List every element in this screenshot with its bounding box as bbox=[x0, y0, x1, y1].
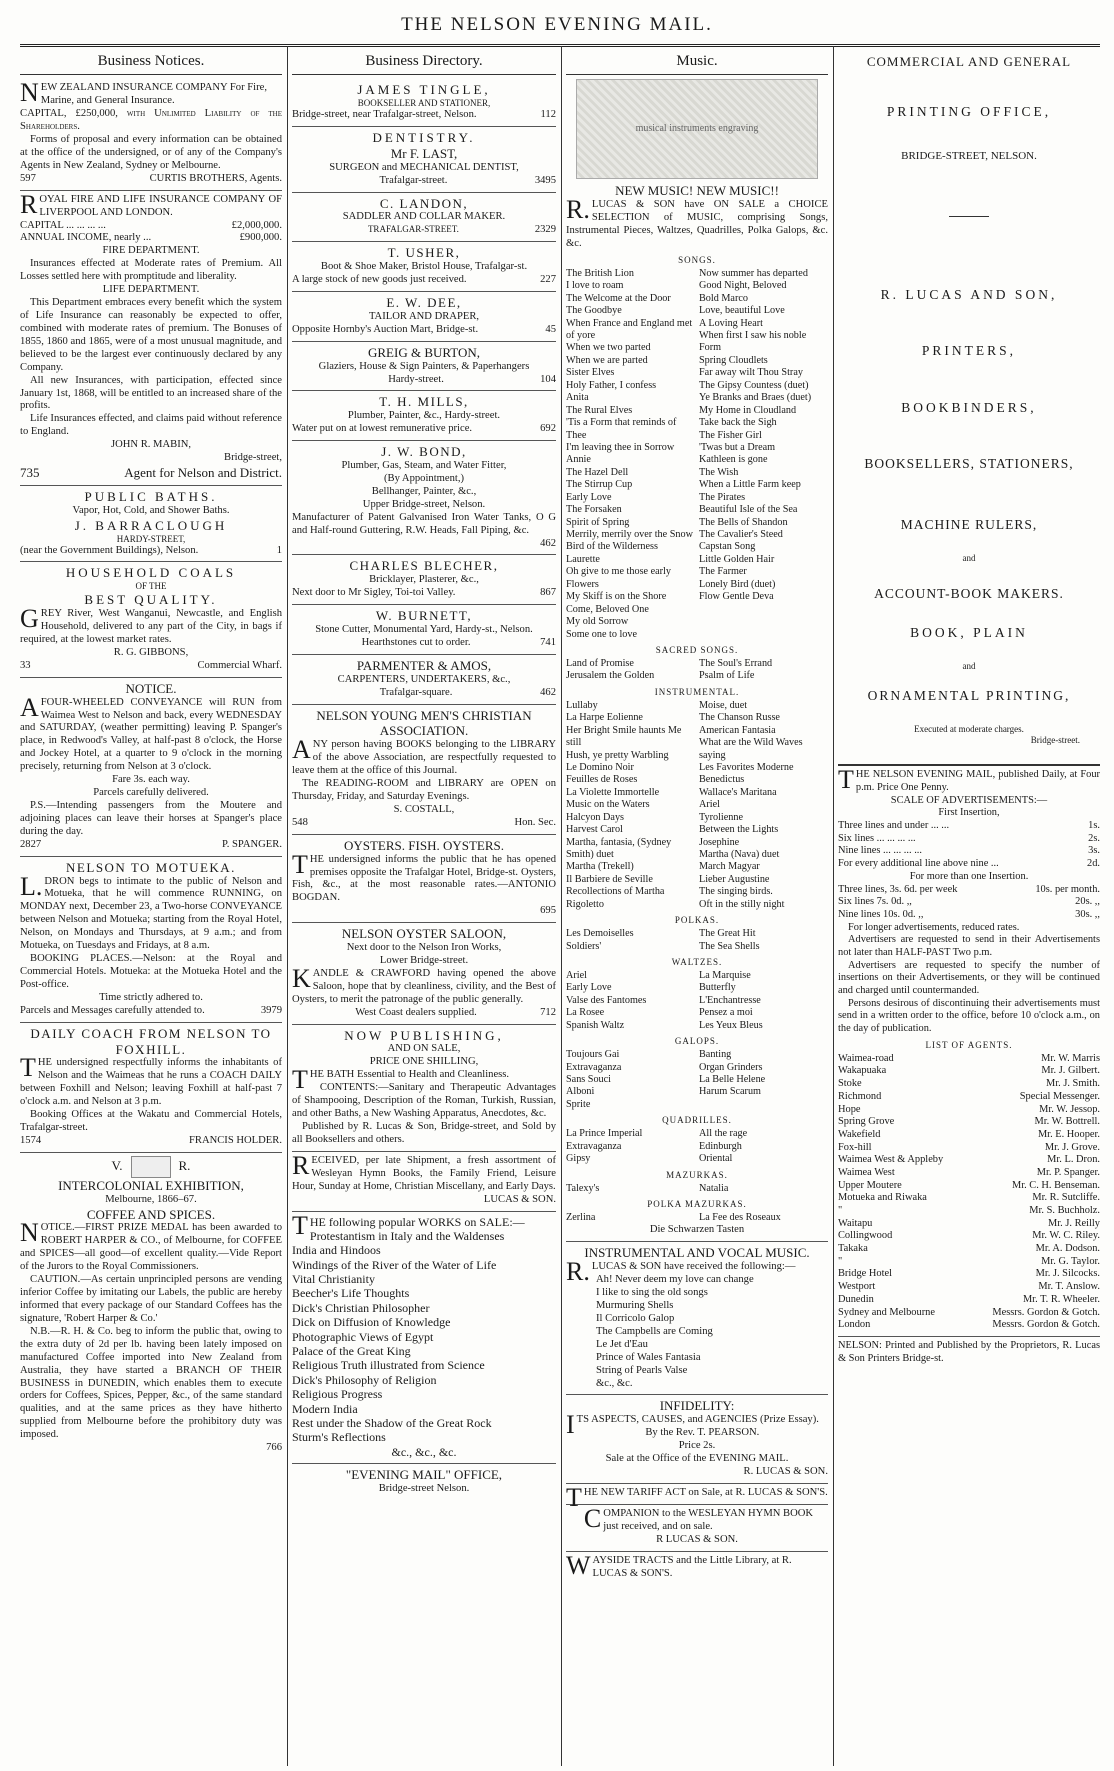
song-title: The British Lion bbox=[566, 267, 634, 279]
song-title: Sister Elves bbox=[566, 367, 615, 379]
song-title: The Bells of Shandon bbox=[699, 516, 788, 528]
book-title: Protestantism in Italy and the Waldenses bbox=[309, 1228, 505, 1243]
book-title: Rest under the Shadow of the Great Rock bbox=[292, 1415, 492, 1430]
agent-row bbox=[838, 1129, 1100, 1142]
column-divider bbox=[833, 46, 834, 1766]
ad-household-coals: HOUSEHOLD COALS OF THE BEST QUALITY. GREY River, West Wanganui, Newcastle, and English Household, delivered to any part of the City, in bags if required, at the lowest market rates. R. G. GIBBONS, 33 Commercial Wharf. bbox=[20, 562, 282, 677]
agent-row bbox=[838, 1205, 1100, 1218]
agent-row-cell: Upper Moutere bbox=[838, 1179, 902, 1191]
song-title: The Pirates bbox=[699, 491, 746, 503]
column-heading: Business Directory. bbox=[292, 50, 556, 75]
ad-oysters-fish: OYSTERS. FISH. OYSTERS. THE undersigned informs the public that he has opened premises opposite the Trafalgar Hotel, Bridge-st. Oysters, Fish, &c., at the most reasonable rates.—ANTONIO BOGDAN. 695 bbox=[292, 835, 556, 923]
agent-row-cell: Mr. J. Reilly bbox=[1048, 1217, 1100, 1229]
piece-title: Prince of Wales Fantasia bbox=[596, 1351, 701, 1363]
piece-title: Hush, ye pretty Warbling bbox=[566, 749, 669, 761]
piece-title: Pensez a moi bbox=[699, 1007, 753, 1019]
song-title: Some one to love bbox=[566, 628, 638, 640]
rate-row-cell: Six lines ... ... ... ... bbox=[838, 832, 916, 844]
instrumental-list bbox=[566, 700, 828, 911]
song-title: Capstan Song bbox=[699, 541, 756, 553]
song-title: Spring Cloudlets bbox=[699, 354, 768, 366]
agent-row-cell: Mr. P. Spanger. bbox=[1036, 1166, 1100, 1178]
agent-row-cell: Mr. J. Grove. bbox=[1044, 1141, 1100, 1153]
song-title: Good Night, Beloved bbox=[699, 280, 787, 292]
dir-landon: C. LANDON, SADDLER AND COLLAR MAKER. TRAFALGAR-STREET. 2329 bbox=[292, 193, 556, 243]
piece-title: Gipsy bbox=[566, 1153, 591, 1165]
ad-wayside-tracts: WAYSIDE TRACTS and the Little Library, at R. LUCAS & SON'S. bbox=[566, 1550, 792, 1580]
ad-public-baths: PUBLIC BATHS. Vapor, Hot, Cold, and Shower Baths. J. BARRACLOUGH HARDY-STREET, (near the Government Buildings), Nelson. 1 bbox=[20, 486, 282, 563]
song-title: Bird of the Wilderness bbox=[566, 541, 658, 553]
column-business-directory bbox=[292, 50, 556, 1766]
piece-title: Moise, duet bbox=[699, 699, 748, 711]
agent-row-cell: Mr. J. Smith. bbox=[1046, 1078, 1100, 1090]
piece-title: I like to sing the old songs bbox=[596, 1287, 708, 1299]
rate-row bbox=[838, 833, 1100, 846]
song-title: The Goodbye bbox=[566, 305, 622, 317]
dir-dee: E. W. DEE, TAILOR AND DRAPER, Opposite Hornby's Auction Mart, Bridge-st. 45 bbox=[292, 292, 556, 342]
piece-title: American Fantasia bbox=[699, 724, 776, 736]
agent-row-cell: Waimea-road bbox=[838, 1052, 894, 1064]
piece-title: Harum Scarum bbox=[699, 1086, 761, 1098]
book-title: Palace of the Great King bbox=[292, 1344, 411, 1359]
agent-row bbox=[838, 1065, 1100, 1078]
agent-row-cell: Dunedin bbox=[838, 1293, 874, 1305]
piece-title: Il Barbiere de Seville bbox=[566, 873, 653, 885]
agent-row-cell: Waitapu bbox=[838, 1217, 873, 1229]
ad-tariff: THE NEW TARIFF ACT on Sale, at R. LUCAS & SON'S. bbox=[566, 1482, 828, 1512]
song-title: Far away wilt Thou Stray bbox=[699, 367, 803, 379]
piece-title: The Chanson Russe bbox=[699, 712, 780, 724]
piece-title: Oft in the stilly night bbox=[699, 898, 785, 910]
rate-row bbox=[838, 845, 1100, 858]
dir-blecher: CHARLES BLECHER, Bricklayer, Plasterer, &c., Next door to Mr Sigley, Toi-toi Valley. 867 bbox=[292, 555, 556, 605]
rates-table bbox=[838, 820, 1100, 871]
piece-title: Banting bbox=[699, 1049, 732, 1061]
song-title: Oh give to me those early Flowers bbox=[566, 566, 671, 590]
book-title: Dick on Diffusion of Knowledge bbox=[292, 1315, 451, 1330]
agent-row-cell: Sydney and Melbourne bbox=[838, 1306, 935, 1318]
column-heading: Music. bbox=[566, 50, 828, 75]
song-title: Land of Promise bbox=[566, 657, 634, 669]
piece-title: What are the Wild Waves saying bbox=[699, 737, 803, 761]
song-title: When we are parted bbox=[566, 354, 648, 366]
song-title: The Hazel Dell bbox=[566, 466, 629, 478]
song-title: When first I saw his noble Form bbox=[699, 330, 807, 354]
song-title: Holy Father, I confess bbox=[566, 379, 657, 391]
piece-title: Early Love bbox=[566, 982, 612, 994]
ad-daily-coach: DAILY COACH FROM NELSON TO FOXHILL. THE undersigned respectfully informs the inhabitants of Nelson and the Waimeas that he runs a COACH DAILY between Foxhill and Nelson; leaving Foxhill at half-past 7 o'clock a.m. and Nelson at 3 p.m. Booking Offices at the Wakatu and Commercial Hotels, Trafalgar-street. 1574 FRANCIS HOLDER. bbox=[20, 1023, 282, 1153]
song-title: The Stirrup Cup bbox=[566, 479, 633, 491]
rate-row-cell: Nine lines 10s. 0d. ,, bbox=[838, 908, 924, 920]
agent-row-cell: Waimea West & Appleby bbox=[838, 1154, 944, 1166]
song-title: The Welcome at the Door bbox=[566, 292, 671, 304]
agent-row bbox=[838, 1091, 1100, 1104]
ad-nz-insurance: NEW ZEALAND INSURANCE COMPANY For Fire, Marine, and General Insurance. CAPITAL, £250,000, with Unlimited Liability of the Shareholders. Forms of proposal and every information can be obtained at the office of the undersigned, or of any of the Company's Agents in New Zealand, Sydney or Melbourne. 597 CURTIS BROTHERS, Agents. bbox=[20, 79, 282, 190]
dir-dentistry: DENTISTRY. Mr F. LAST, SURGEON and MECHANICAL DENTIST, Trafalgar-street. 3495 bbox=[292, 127, 556, 193]
piece-title: Butterfly bbox=[699, 982, 736, 994]
ad-instrumental-vocal: INSTRUMENTAL AND VOCAL MUSIC. R.LUCAS & SON have received the following:— Ah! Never deem my love can change I like to sing the old songs Murmuring Shells Il Corricolo Galop The Campbells are Coming Le Jet d'Eau Prince of Wales Fantasia String of Pearls Valse &c., &c. bbox=[566, 1242, 828, 1395]
agent-row bbox=[838, 1256, 1100, 1269]
ad-notice-conveyance: NOTICE. AFOUR-WHEELED CONVEYANCE will RUN from Waimea West to Nelson and back, every WEDNESDAY and SATURDAY, (weather permitting) leaving P. Spanger's place, in Redwood's Valley, at half-past 8 o'clock, the Horse and Jockey Hotel, at a quarter to 9 o'clock in the morning precisely, returning from Nelson at 3 o'clock. Fare 3s. each way. Parcels carefully delivered. P.S.—Intending passengers from the Moutere and adjoining places can leave their horses at Spanger's place during the day. 2827 P. SPANGER. bbox=[20, 678, 282, 857]
song-title: Psalm of Life bbox=[699, 670, 755, 682]
iv-list bbox=[566, 1274, 828, 1390]
agent-row bbox=[838, 1142, 1100, 1155]
agent-row bbox=[838, 1294, 1100, 1307]
ad-evening-mail-office: "EVENING MAIL" OFFICE, Bridge-street Nelson. bbox=[345, 1467, 503, 1494]
quadrilles-list bbox=[566, 1128, 828, 1165]
waltzes-list bbox=[566, 970, 828, 1032]
piece-title: The Great Hit bbox=[699, 928, 756, 940]
piece-title: Tyrolienne bbox=[699, 811, 743, 823]
piece-title: Martha, fantasia, (Sydney Smith) duet bbox=[566, 836, 672, 860]
ad-scale-of-advertisements: THE NELSON EVENING MAIL, published Daily, at Four p.m. Price One Penny. SCALE OF ADVERTISEMENTS:— First Insertion, Three lines and under ... ... 1s. Six lines ... ... ... ... 2s. Nine lines ... ... ... ... 3s. For every additional line above nine ... 2d. For more than one Insertion. Three lines, 3s. 6d. per week 10s. per month. Six lines 7s. 0d. ,, 20s. ,, Nine lines 10s. 0d. ,, 30s. ,, For longer advertisements, reduced rates. Advertisers are requested to send in their Advertisements not later than HALF-PAST Two p.m. Advertisers are requested to specify the number of insertions on their Advertisements, or they will be continued and charged until countermanded. Persons desirous of discontinuing their advertisements must send in a written order to the office, before 10 o'clock a.m., on the day of publication. LIST OF AGENTS. Waimea-road Mr. W. Marris Wakapuaka Mr. J. Gilbert. Stoke Mr. J. Smith. Richmond Special Messenger. Hope Mr. W. Jessop. Spring Grove Mr. W. Bottrell. Wakefield Mr. E. Hooper. Fox-hill Mr. J. Grove. Waimea West & Appleby Mr. L. Dron. Waimea West Mr. P. Spanger. Upper Moutere Mr. C. H. Benseman. Motueka and Riwaka Mr. R. Sutcliffe. " Mr. S. Buchholz. Waitapu Mr. J. Reilly Collingwood Mr. W. C. Riley. Takaka Mr. A. Dodson. " Mr. G. Taylor. Bridge Hotel Mr. J. Silcocks. Westport Mr. T. Anslow. Dunedin Mr. T. R. Wheeler. Sydney and Melbourne Messrs. Gordon & Gotch. London Messrs. Gordon & Gotch. NELSON: Printed and Published by the Proprietors, R. Lucas & Son Printers Bridge-st. bbox=[838, 765, 1100, 1364]
rates-table-multi bbox=[838, 884, 1100, 922]
ad-now-publishing: NOW PUBLISHING, AND ON SALE, PRICE ONE SHILLING, THE BATH Essential to Health and Cleanliness. CONTENTS:—Sanitary and Therapeutic Advantages of Shampooing, Description of the Roman, Turkish, Russian, and other Baths, a New Washing Apparatus, Anecdotes, &c. Published by R. Lucas & Son, Bridge-street, and Sold by all Booksellers and others. bbox=[292, 1025, 556, 1152]
dir-burnett: W. BURNETT, Stone Cutter, Monumental Yard, Hardy-st., Nelson. Hearthstones cut to order. 741 bbox=[292, 605, 556, 655]
song-title: The Soul's Errand bbox=[699, 657, 773, 669]
song-title: Early Love bbox=[566, 491, 612, 503]
ad-infidelity: INFIDELITY: ITS ASPECTS, CAUSES, and AGENCIES (Prize Essay). By the Rev. T. PEARSON. Price 2s. Sale at the Office of the EVENING MAIL. R. LUCAS & SON. bbox=[566, 1395, 828, 1483]
rate-row bbox=[838, 820, 1100, 833]
agent-row bbox=[838, 1154, 1100, 1167]
piece-title: &c., &c. bbox=[596, 1377, 633, 1389]
song-title: My Home in Cloudland bbox=[699, 404, 797, 416]
piece-title: L'Enchantresse bbox=[699, 994, 761, 1006]
agent-row-cell: Mr. E. Hooper. bbox=[1037, 1128, 1100, 1140]
agent-row-cell: Stoke bbox=[838, 1078, 862, 1090]
piece-title: Extravaganza bbox=[566, 1061, 622, 1073]
piece-title: Extravaganza bbox=[566, 1140, 622, 1152]
agent-row-cell: Mr. A. Dodson. bbox=[1035, 1243, 1100, 1255]
piece-title: March Magyar bbox=[699, 861, 760, 873]
agent-row-cell: Takaka bbox=[838, 1243, 868, 1255]
dir-mills: T. H. MILLS, Plumber, Painter, &c., Hardy-street. Water put on at lowest remunerative price. 692 bbox=[292, 391, 556, 441]
agent-row bbox=[838, 1167, 1100, 1180]
dir-parmenter: PARMENTER & AMOS, CARPENTERS, UNDERTAKERS, &c., Trafalgar-square. 462 bbox=[292, 655, 556, 705]
piece-title: Natalia bbox=[699, 1182, 729, 1194]
ad-oyster-saloon: NELSON OYSTER SALOON, Next door to the Nelson Iron Works, Lower Bridge-street. KANDLE & CRAWFORD having opened the above Saloon, hope that by cleanliness, civility, and the Best of Oysters, to merit the patronage of the public generally. West Coast dealers supplied. 712 bbox=[292, 923, 556, 1024]
song-title: Take back the Sigh bbox=[699, 417, 777, 429]
song-title: Anita bbox=[566, 392, 589, 404]
piece-title: Ah! Never deem my love can change bbox=[596, 1274, 754, 1286]
dir-bond: J. W. BOND, Plumber, Gas, Steam, and Water Fitter, (By Appointment,) Bellhanger, Painter, &c., Upper Bridge-street, Nelson. Manufacturer of Patent Galvanised Iron Water Tanks, O G and Half-round Guttering, R.W. Heads, Fall Piping, &c. 462 bbox=[292, 441, 556, 555]
rate-row-cell: Nine lines ... ... ... ... bbox=[838, 845, 922, 857]
rate-row-cell: Three lines, 3s. 6d. per week bbox=[838, 883, 958, 895]
piece-title: La Violette Immortelle bbox=[566, 786, 660, 798]
agent-row-cell: Hope bbox=[838, 1103, 861, 1115]
masthead-rule bbox=[20, 44, 1100, 47]
song-title: My old Sorrow bbox=[566, 616, 629, 628]
book-title: Dick's Philosophy of Religion bbox=[292, 1372, 437, 1387]
agent-row-cell: Messrs. Gordon & Gotch. bbox=[992, 1319, 1100, 1331]
song-title: When a Little Farm keep bbox=[699, 479, 801, 491]
song-title: 'Twas but a Dream bbox=[699, 441, 776, 453]
agent-row-cell: Special Messenger. bbox=[1019, 1090, 1100, 1102]
agent-row-cell: " bbox=[838, 1205, 843, 1217]
music-instruments-illustration: musical instruments engraving bbox=[576, 79, 818, 179]
agent-row-cell: Bridge Hotel bbox=[838, 1268, 892, 1280]
piece-title: Lieber Augustine bbox=[699, 873, 770, 885]
agent-row bbox=[838, 1319, 1100, 1332]
piece-title: Ariel bbox=[566, 970, 587, 981]
agent-row-cell: Waimea West bbox=[838, 1166, 895, 1178]
ad-royal-insurance: ROYAL FIRE AND LIFE INSURANCE COMPANY OF LIVERPOOL AND LONDON. CAPITAL ... ... ... ... £2,000,000. ANNUAL INCOME, nearly ... £900,000. FIRE DEPARTMENT. Insurances effected at Moderate rates of Premium. All Losses settled here with promptitude and liberality. LIFE DEPARTMENT. This Department embraces every benefit which the system of Life Insurance can reasonably be expected to offer, combined with moderate rates of premium. The Bonuses of 1855, 1860 and 1865, were of a most unusual magnitude, and believed to be the largest ever continuously declared by any Company. All new Insurances, with participation, effected since January 1st, 1868, will be entitled to an increased share of the profits. Life Insurances effected, and claims paid without reference to England. JOHN R. MABIN, Bridge-street, 735 Agent for Nelson and District. bbox=[20, 191, 282, 486]
agent-row-cell: Messrs. Gordon & Gotch. bbox=[992, 1306, 1100, 1318]
piece-title: String of Pearls Valse bbox=[596, 1364, 688, 1376]
column-business-notices bbox=[20, 50, 282, 1766]
song-title: I love to roam bbox=[566, 280, 624, 292]
ad-hymn-books: RECEIVED, per late Shipment, a fresh assortment of Wesleyan Hymn Books, the Family Friend, Leisure Hour, Sunday at Home, Christian Miscellany, and Early Days. LUCAS & SON. bbox=[292, 1152, 556, 1212]
agent-row-cell: Mr. G. Taylor. bbox=[1041, 1255, 1100, 1267]
song-title: My Skiff is on the Shore bbox=[566, 591, 667, 603]
piece-title: Lullaby bbox=[566, 699, 598, 711]
dir-usher: T. USHER, Boot & Shoe Maker, Bristol House, Trafalgar-st. A large stock of new goods just received. 227 bbox=[292, 242, 556, 292]
song-title: Come, Beloved One bbox=[566, 603, 649, 615]
agents-list bbox=[838, 1053, 1100, 1332]
royal-arms-icon bbox=[131, 1156, 171, 1178]
rate-row bbox=[838, 896, 1100, 909]
rate-row-cell: 20s. ,, bbox=[1075, 896, 1100, 908]
song-title: Jerusalem the Golden bbox=[566, 670, 655, 682]
works-list bbox=[292, 1229, 556, 1445]
piece-title: Alboni bbox=[566, 1086, 595, 1098]
piece-title: Recollections of Martha bbox=[566, 886, 665, 898]
ad-ymca: NELSON YOUNG MEN'S CHRISTIAN ASSOCIATION. ANY person having BOOKS belonging to the LIBRARY of the above Association, are respectfully requested to leave them at the office of this Journal. The READING-ROOM and LIBRARY are OPEN on Thursday, Friday, and Saturday Evenings. S. COSTALL, 548 Hon. Sec. bbox=[292, 705, 556, 835]
agent-row bbox=[838, 1230, 1100, 1243]
book-title: Photographic Views of Egypt bbox=[292, 1329, 434, 1344]
songs-list bbox=[566, 268, 828, 641]
agent-row-cell: Mr. R. Sutcliffe. bbox=[1032, 1192, 1100, 1204]
song-title: Merrily, merrily over the Snow bbox=[566, 529, 693, 540]
agent-row-cell: London bbox=[838, 1319, 871, 1331]
mazurkas-list bbox=[566, 1183, 828, 1195]
song-title: The Farmer bbox=[699, 566, 747, 578]
agent-row-cell: Mr. W. Marris bbox=[1041, 1052, 1100, 1064]
song-title: Love, beautiful Love bbox=[699, 305, 785, 317]
agent-row bbox=[838, 1180, 1100, 1193]
piece-title: Ariel bbox=[699, 799, 720, 811]
agent-row bbox=[838, 1053, 1100, 1066]
song-title: Flow Gentle Deva bbox=[699, 591, 774, 603]
piece-title: Halcyon Days bbox=[566, 811, 624, 823]
agent-row-cell: Mr. W. C. Riley. bbox=[1032, 1230, 1100, 1242]
piece-title: The singing birds. bbox=[699, 886, 773, 898]
song-title: The Cavalier's Steed bbox=[699, 529, 783, 540]
song-title: 'Tis a Form that reminds of Thee bbox=[566, 417, 677, 441]
agent-row-cell: Mr. L. Dron. bbox=[1047, 1154, 1100, 1166]
book-title: Vital Christianity bbox=[292, 1272, 375, 1287]
piece-title: Josephine bbox=[699, 836, 740, 848]
piece-title: Les Favorites Moderne bbox=[699, 761, 794, 773]
piece-title: Le Jet d'Eau bbox=[596, 1338, 648, 1350]
dir-tingle: JAMES TINGLE, BOOKSELLER AND STATIONER, Bridge-street, near Trafalgar-street, Nelson. 112 bbox=[292, 79, 556, 127]
piece-title: Soldiers' bbox=[566, 940, 602, 952]
rate-row-cell: 3s. bbox=[1088, 845, 1100, 857]
song-title: Kathleen is gone bbox=[699, 454, 768, 466]
piece-title: Between the Lights bbox=[699, 824, 779, 836]
rate-row-cell: 10s. per month. bbox=[1035, 883, 1100, 895]
song-title: Lonely Bird (duet) bbox=[699, 578, 776, 590]
agent-row bbox=[838, 1281, 1100, 1294]
piece-title: Toujours Gai bbox=[566, 1049, 620, 1061]
book-title: India and Hindoos bbox=[292, 1243, 381, 1258]
book-title: Windings of the River of the Water of Life bbox=[292, 1257, 497, 1272]
piece-title: Edinburgh bbox=[699, 1140, 742, 1152]
piece-title: Talexy's bbox=[566, 1182, 600, 1194]
rate-row bbox=[838, 909, 1100, 922]
piece-title: Sprite bbox=[566, 1098, 591, 1110]
agent-row-cell: Mr. J. Silcocks. bbox=[1035, 1268, 1100, 1280]
piece-title: Valse des Fantomes bbox=[566, 994, 647, 1006]
book-title: Religious Truth illustrated from Science bbox=[292, 1358, 485, 1373]
dir-greig: GREIG & BURTON, Glaziers, House & Sign Painters, & Paperhangers Hardy-street. 104 bbox=[292, 342, 556, 392]
song-title: Spirit of Spring bbox=[566, 516, 630, 528]
song-title: Bold Marco bbox=[699, 292, 748, 304]
piece-title: Harvest Carol bbox=[566, 824, 623, 836]
agent-row-cell: Collingwood bbox=[838, 1230, 893, 1242]
book-title: Modern India bbox=[292, 1401, 358, 1416]
piece-title: Feuilles de Roses bbox=[566, 774, 638, 786]
agent-row-cell: Westport bbox=[838, 1281, 876, 1293]
agent-row bbox=[838, 1268, 1100, 1281]
column-music: Music. musical instruments engraving NEW MUSIC! NEW MUSIC!! R.LUCAS & SON have ON SALE a CHOICE SELECTION of MUSIC, comprising Songs, Instrumental Pieces, Waltzes, Quadrilles, Polka Galops, &c. &c. SONGS. The British Lion I love to roam The Welcome at the Door The Goodbye When France and England met of yore When we two parted When we are parted Sister Elves Holy Father, I confess Anita The Rural Elves 'Tis a Form that reminds of Thee I'm leaving thee in Sorrow Annie The Hazel Dell The Stirrup Cup Early Love The Forsaken Spirit of Spring Merrily, merrily over the Snow Bird of the Wilderness Laurette Oh give to me those early Flowers My Skiff is on the Shore Come, Beloved One My old Sorrow Some one to love Now summer has departed Good Night, Beloved Bold Marco Love, beautiful Love A Loving Heart When first I saw his noble Form Spring Cloudlets Far away wilt Thou Stray The Gipsy Countess (duet) Ye Branks and Braes (duet) My Home in Cloudland Take back the Sigh The Fisher Girl 'Twas but a Dream Kathleen is gone The Wish When a Little Farm keep The Pirates Beautiful Isle of the Sea The Bells of Shandon The Cavalier's Steed Capstan Song Little Golden Hair The Farmer Lonely Bird (duet) Flow Gentle Deva SACRED SONGS. Land of Promise Jerusalem the Golden The Soul's Errand Psalm of Life INSTRUMENTAL. Lullaby La Harpe Eolienne Her Bright Smile haunts Me still Hush, ye pretty Warbling Le Domino Noir Feuilles de Roses La Violette Immortelle Music on the Waters Halcyon Days Harvest Carol Martha, fantasia, (Sydney Smith) duet Martha (Trekell) Il Barbiere de Seville Recollections of Martha Rigoletto Moise, duet The Chanson Russe American Fantasia What are the Wild Waves saying Les Favorites Moderne Benedictus Wallace's Maritana Ariel Tyrolienne Between the Lights Josephine Martha (Nava) duet March Magyar Lieber Augustine The singing birds. Oft in the stilly night POLKAS. Les Demoiselles Soldiers' The Great Hit The Sea Shells WALTZES. Ariel Early Love Valse des Fantomes La Rosee Spanish Waltz La Marquise Butterfly L'Enchantresse Pensez a moi Les Yeux Bleus GALOPS. Toujours Gai Extravaganza Sans Souci Alboni Sprite Banting Organ Grinders La Belle Helene Harum Scarum QUADRILLES. La Prince Imperial Extravaganza Gipsy All the rage Edinburgh Oriental MAZURKAS. Talexy's Natalia POLKA MAZURKAS. Zerlina La Fee des Roseaux Die Schwarzen Tasten INSTRUMENTAL AND VOCAL MUSIC. R.LUCAS & SON have received the following:— Ah! Never deem my love can change I like to sing the old songs Murmuring Shells Il Corricolo Galop The Campbells are Coming Le Jet d'Eau Prince of Wales Fantasia String of Pearls Valse &c., &c. INFIDELITY: ITS ASPECTS, CAUSES, and AGENCIES (Prize Essay). By the Rev. T. PEARSON. Price 2s. Sale at the Office of the EVENING MAIL. R. LUCAS & SON. THE NEW TARIFF ACT on Sale, at R. LUCAS & SON'S. COMPANION to the WESLEYAN HYMN BOOK just received, and on sale. R LUCAS & SON. WAYSIDE TRACTS and the Little Library, at R. LUCAS & SON'S. bbox=[566, 50, 828, 1766]
rate-row-cell: 1s. bbox=[1088, 820, 1100, 832]
agent-row-cell: Mr. W. Bottrell. bbox=[1034, 1116, 1100, 1128]
song-title: The Wish bbox=[699, 466, 739, 478]
agent-row-cell: Motueka and Riwaka bbox=[838, 1192, 927, 1204]
piece-title: Murmuring Shells bbox=[596, 1299, 674, 1311]
piece-title: Sans Souci bbox=[566, 1074, 611, 1086]
agent-row-cell: Richmond bbox=[838, 1090, 882, 1102]
song-title: Now summer has departed bbox=[699, 267, 808, 279]
agent-row bbox=[838, 1218, 1100, 1231]
rate-row-cell: Three lines and under ... ... bbox=[838, 820, 950, 832]
column-printing-office: COMMERCIAL AND GENERAL PRINTING OFFICE, BRIDGE-STREET, NELSON. R. LUCAS AND SON, PRINTERS, BOOKBINDERS, BOOKSELLERS, STATIONERS, MACHINE RULERS, and ACCOUNT-BOOK MAKERS. BOOK, PLAIN and ORNAMENTAL PRINTING, Executed at moderate charges. Bridge-street. THE NELSON EVENING MAIL, published Daily, at Four p.m. Price One Penny. SCALE OF ADVERTISEMENTS:— First Insertion, Three lines and under ... ... 1s. Six lines ... ... ... ... 2s. Nine lines ... ... ... ... 3s. For every additional line above nine ... 2d. For more than one Insertion. Three lines, 3s. 6d. per week 10s. per month. Six lines 7s. 0d. ,, 20s. ,, Nine lines 10s. 0d. ,, 30s. ,, For longer advertisements, reduced rates. Advertisers are requested to send in their Advertisements not later than HALF-PAST Two p.m. Advertisers are requested to specify the number of insertions on their Advertisements, or they will be continued and charged until countermanded. Persons desirous of discontinuing their advertisements must send in a written order to the office, before 10 o'clock a.m., on the day of publication. LIST OF AGENTS. Waimea-road Mr. W. Marris Wakapuaka Mr. J. Gilbert. Stoke Mr. J. Smith. Richmond Special Messenger. Hope Mr. W. Jessop. Spring Grove Mr. W. Bottrell. Wakefield Mr. E. Hooper. Fox-hill Mr. J. Grove. Waimea West & Appleby Mr. L. Dron. Waimea West Mr. P. Spanger. Upper Moutere Mr. C. H. Benseman. Motueka and Riwaka Mr. R. Sutcliffe. " Mr. S. Buchholz. Waitapu Mr. J. Reilly Collingwood Mr. W. C. Riley. Takaka Mr. A. Dodson. " Mr. G. Taylor. Bridge Hotel Mr. J. Silcocks. Westport Mr. T. Anslow. Dunedin Mr. T. R. Wheeler. Sydney and Melbourne Messrs. Gordon & Gotch. London Messrs. Gordon & Gotch. NELSON: Printed and Published by the Proprietors, R. Lucas & Son Printers Bridge-st. bbox=[838, 50, 1100, 1766]
column-divider bbox=[561, 46, 562, 1766]
rate-row-cell: For every additional line above nine ... bbox=[838, 858, 999, 870]
rate-row-cell: 2s. bbox=[1088, 832, 1100, 844]
piece-title: The Sea Shells bbox=[699, 940, 760, 952]
agent-row-cell: " bbox=[838, 1255, 843, 1267]
song-title: The Rural Elves bbox=[566, 404, 633, 416]
agent-row-cell: Fox-hill bbox=[838, 1141, 872, 1153]
agent-row-cell: Wakefield bbox=[838, 1128, 881, 1140]
piece-title: Organ Grinders bbox=[699, 1061, 763, 1073]
agent-row-cell: Mr. J. Gilbert. bbox=[1041, 1065, 1100, 1077]
rate-row bbox=[838, 884, 1100, 897]
agent-row-cell: Mr. C. H. Benseman. bbox=[1011, 1179, 1100, 1191]
piece-title: Zerlina bbox=[566, 1212, 596, 1223]
piece-title: La Fee des Roseaux bbox=[699, 1212, 781, 1223]
book-title: Dick's Christian Philosopher bbox=[292, 1300, 430, 1315]
agent-row bbox=[838, 1192, 1100, 1205]
masthead: THE NELSON EVENING MAIL. bbox=[401, 14, 713, 35]
song-title: The Fisher Girl bbox=[699, 429, 762, 441]
agent-row-cell: Spring Grove bbox=[838, 1116, 895, 1128]
ad-nelson-to-motueka: NELSON TO MOTUEKA. L.DRON begs to intimate to the public of Nelson and Motueka, that he will commence RUNNING, on MONDAY next, December 23, a Two-horse CONVEYANCE between Nelson and Motueka; starting from the Royal Hotel, Nelson, on Mondays and Thursdays, at 9 a.m.; and from Motueka, on Tuesdays and Fridays, at 8 a.m. BOOKING PLACES.—Nelson: at the Royal and Commercial Hotels. Motueka: at the Motueka Hotel and the Post-office. Time strictly adhered to. Parcels and Messages carefully attended to. 3979 bbox=[20, 857, 282, 1023]
piece-title: Music on the Waters bbox=[566, 799, 650, 811]
polkas-list bbox=[566, 928, 828, 953]
piece-title: Martha (Trekell) bbox=[566, 861, 634, 873]
piece-title: Il Corricolo Galop bbox=[596, 1312, 675, 1324]
song-title: Laurette bbox=[566, 553, 600, 565]
rate-row-cell: 2d. bbox=[1087, 858, 1100, 870]
rate-row-cell: 30s. ,, bbox=[1075, 908, 1100, 920]
polka-mazurkas-list bbox=[566, 1212, 828, 1224]
song-title: Beautiful Isle of the Sea bbox=[699, 504, 798, 516]
song-title: The Gipsy Countess (duet) bbox=[699, 379, 809, 391]
piece-title: Wallace's Maritana bbox=[699, 786, 777, 798]
piece-title: La Belle Helene bbox=[699, 1074, 766, 1086]
piece-title: Rigoletto bbox=[566, 898, 604, 910]
ad-intercolonial-exhibition: V. R. INTERCOLONIAL EXHIBITION, Melbourne, 1866–67. COFFEE AND SPICES. NOTICE.—FIRST PRIZE MEDAL has been awarded to ROBERT HARPER & CO., of Melbourne, for COFFEE and SPICES—all good—of excellent quality.—Vide Report of the Jurors to the Royal Commissioners. CAUTION.—As certain unprincipled persons are vending inferior Coffee by imitating our Labels, the public are hereby informed that every package of our Standard Coffees has the signature, 'Robert Harper & Co.' N.B.—R. H. & Co. beg to inform the public that, owing to the extra duty of 2d per lb. having been lately imposed on manufactured Coffee imported into New Zealand from Australia, they have started a BRANCH OF THEIR BUSINESS in DUNEDIN, which enables them to execute orders for Coffees, Spices, Pepper, &c., of the same standard qualities, and at the same prices as they have hitherto supplied from Melbourne before the prohibitory duty was imposed. 766 bbox=[20, 1157, 282, 1454]
song-title: When we two parted bbox=[566, 342, 651, 354]
piece-title: La Harpe Eolienne bbox=[566, 712, 643, 724]
piece-title: Benedictus bbox=[699, 774, 745, 786]
song-title: The Forsaken bbox=[566, 504, 622, 516]
agent-row bbox=[838, 1307, 1100, 1320]
ad-companion: COMPANION to the WESLEYAN HYMN BOOK just received, and on sale. R LUCAS & SON. bbox=[566, 1505, 828, 1552]
piece-title: All the rage bbox=[699, 1128, 748, 1140]
agent-row-cell: Mr. T. Anslow. bbox=[1038, 1281, 1100, 1293]
new-music-heading: NEW MUSIC! NEW MUSIC!! bbox=[615, 183, 779, 199]
piece-title: Les Yeux Bleus bbox=[699, 1019, 763, 1031]
piece-title: Martha (Nava) duet bbox=[699, 849, 780, 860]
piece-title: Spanish Waltz bbox=[566, 1019, 625, 1031]
book-title: Beecher's Life Thoughts bbox=[292, 1286, 410, 1301]
book-title: Sturm's Reflections bbox=[292, 1430, 386, 1445]
agent-row-cell: Mr. W. Jessop. bbox=[1039, 1103, 1100, 1115]
rate-row-cell: Six lines 7s. 0d. ,, bbox=[838, 896, 912, 908]
rate-row bbox=[838, 858, 1100, 871]
piece-title: La Rosee bbox=[566, 1007, 605, 1019]
piece-title: Les Demoiselles bbox=[566, 928, 634, 940]
song-title: When France and England met of yore bbox=[566, 317, 693, 341]
agent-row-cell: Wakapuaka bbox=[838, 1065, 887, 1077]
printing-head: COMMERCIAL AND GENERAL bbox=[866, 54, 1072, 69]
column-divider bbox=[287, 46, 288, 1766]
song-title: I'm leaving thee in Sorrow Annie bbox=[566, 441, 675, 466]
agent-row-cell: Mr. S. Buchholz. bbox=[1029, 1205, 1100, 1217]
sacred-list bbox=[566, 658, 828, 683]
piece-title: The Campbells are Coming bbox=[596, 1325, 713, 1337]
piece-title: Le Domino Noir bbox=[566, 761, 634, 773]
piece-title: La Marquise bbox=[699, 970, 751, 981]
agent-row bbox=[838, 1078, 1100, 1091]
agent-row bbox=[838, 1116, 1100, 1129]
column-heading: Business Notices. bbox=[20, 50, 282, 75]
piece-title: La Prince Imperial bbox=[566, 1128, 643, 1140]
agent-row bbox=[838, 1243, 1100, 1256]
piece-title: Oriental bbox=[699, 1153, 733, 1165]
song-title: A Loving Heart bbox=[699, 317, 763, 329]
song-title: Ye Branks and Braes (duet) bbox=[699, 392, 812, 404]
galops-list bbox=[566, 1049, 828, 1111]
piece-title: Her Bright Smile haunts Me still bbox=[566, 724, 682, 749]
agent-row bbox=[838, 1104, 1100, 1117]
book-title: Religious Progress bbox=[292, 1387, 383, 1402]
agent-row-cell: Mr. T. R. Wheeler. bbox=[1022, 1293, 1100, 1305]
ad-popular-works: THE following popular WORKS on SALE:— Protestantism in Italy and the Waldenses India and Hindoos Windings of the River of the Water of Life Vital Christianity Beecher's Life Thoughts Dick's Christian Philosopher Dick on Diffusion of Knowledge Photographic Views of Egypt Palace of the Great King Religious Truth illustrated from Science Dick's Philosophy of Religion Religious Progress Modern India Rest under the Shadow of the Great Rock Sturm's Reflections &c., &c., &c. bbox=[292, 1212, 556, 1465]
song-title: Little Golden Hair bbox=[699, 553, 775, 565]
